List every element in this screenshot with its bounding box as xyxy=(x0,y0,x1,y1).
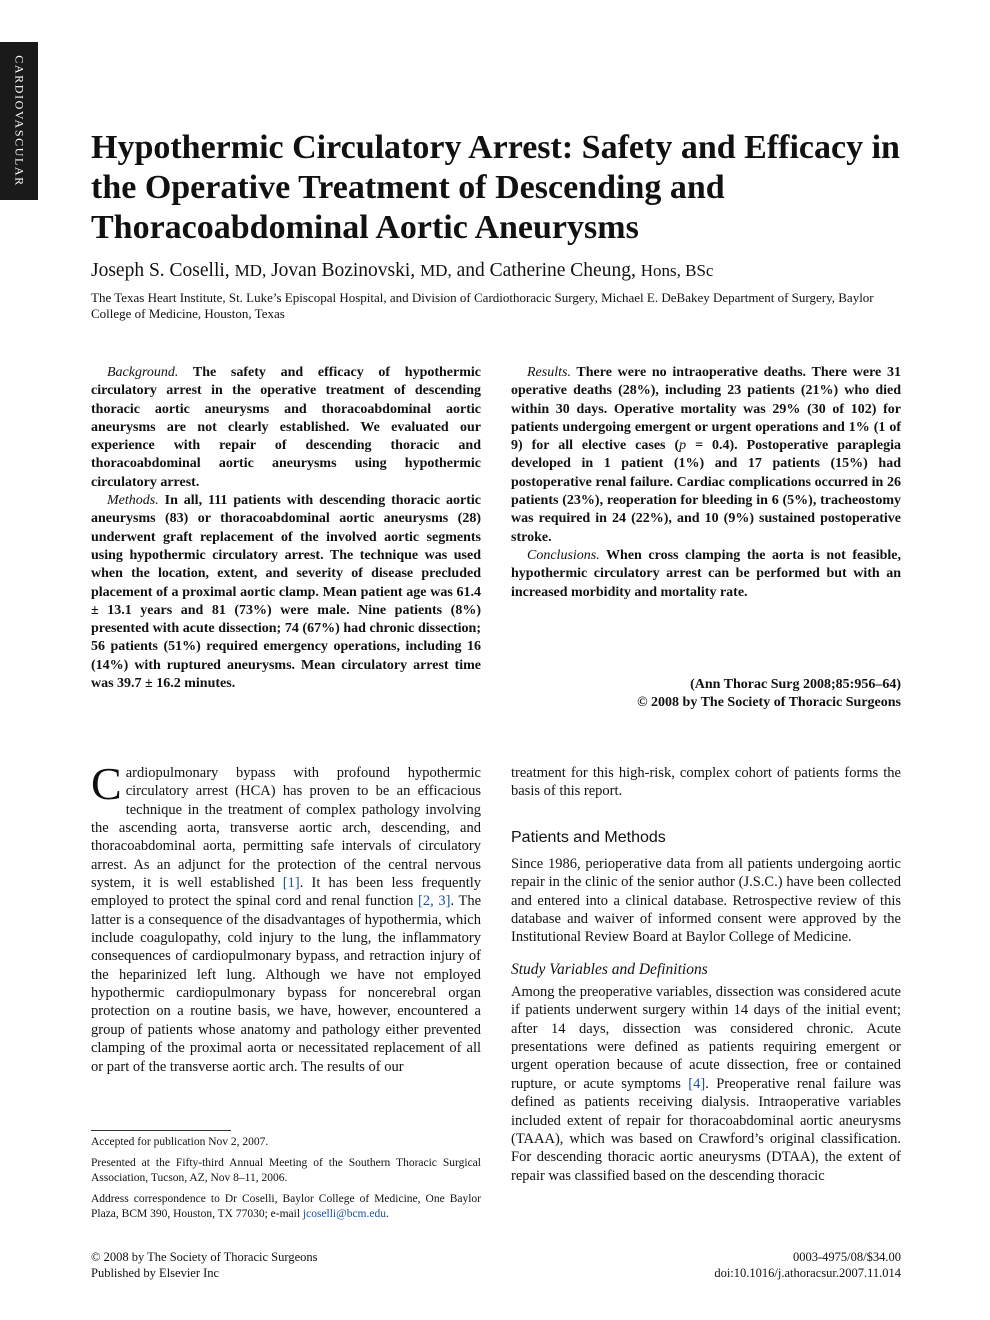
intro-text-3: . The latter is a consequence of the disadvantages of hypothermia, which include coagulopathy, cold injury to the lung, the inflammatory consequences of cardiopulmonary bypass, and retraction injury of the heparinized left lung. Although we have not employed hypothermic cardiopulmonary bypass for noncerebral organ protection on a routine basis, we have, however, encountered a group of patients whose anatomy and pathology either prevented clamping of the proximal aorta or necessitated replacement of all or part of the transverse aortic arch. The results of our xyxy=(91,893,481,1075)
methods-paragraph: Since 1986, perioperative data from all patients undergoing aortic repair in the clinic of the senior author (J.S.C.) have been collected and entered into a clinical database. Retrospective review of this database and waiver of informed consent were approved by the Institutional Review Board at Baylor College of Medicine. xyxy=(511,856,901,946)
intro-continuation: treatment for this high-risk, complex cohort of patients forms the basis of this report. xyxy=(511,765,901,800)
results-label: Results. xyxy=(527,365,571,380)
footnote-divider xyxy=(91,1130,231,1131)
abstract-left-column xyxy=(91,364,481,693)
author-3-credentials: Hons, BSc xyxy=(640,261,714,280)
footer-doi: doi:10.1016/j.athoracsur.2007.11.014 xyxy=(714,1266,901,1280)
author-2-credentials: MD, xyxy=(420,261,452,280)
affiliation: The Texas Heart Institute, St. Luke’s Episcopal Hospital, and Division of Cardiothoracic Surgery, Michael E. DeBakey Department of Surgery, Baylor College of Medicine, Houston, Texas xyxy=(91,290,874,321)
section-heading: Patients and Methods xyxy=(511,828,666,846)
variables-text: Among the preoperative variables, dissection was considered acute if patients underwent surgery within 14 days of the initial event; after 14 days, dissection was considered chronic. Acute presentations were defined as patients requiring emergent or urgent operation because of acute dissection, free or contained rupture, or acute symptoms xyxy=(511,984,901,1092)
reference-link-1[interactable]: [1] xyxy=(282,875,300,892)
variables-paragraph xyxy=(511,983,901,1185)
footnote-accepted: Accepted for publication Nov 2, 2007. xyxy=(91,1136,269,1148)
section-tab-label: CARDIOVASCULAR xyxy=(12,55,27,187)
body-left-column xyxy=(91,758,481,1076)
journal-citation: (Ann Thorac Surg 2008;85:956–64) xyxy=(690,677,901,692)
footer-publisher: Published by Elsevier Inc xyxy=(91,1266,220,1280)
footnote-presented: Presented at the Fifty-third Annual Meeting of the Southern Thoracic Surgical Association, Tucson, AZ, Nov 8–11, 2006. xyxy=(91,1156,481,1184)
footnotes xyxy=(91,1135,481,1228)
address-text: Address correspondence to Dr Coselli, Baylor College of Medicine, One Baylor Plaza, BCM 390, Houston, TX 77030; e-mail xyxy=(91,1192,481,1220)
intro-paragraph xyxy=(91,758,481,1076)
drop-cap: C xyxy=(91,758,122,809)
article-title: Hypothermic Circulatory Arrest: Safety and Efficacy in the Operative Treatment of Descending and Thoracoabdominal Aortic Aneurysms xyxy=(91,129,900,246)
footer-issn: 0003-4975/08/$34.00 xyxy=(793,1250,901,1264)
email-link[interactable]: jcoselli@bcm.edu xyxy=(302,1208,386,1220)
footer-right xyxy=(511,1249,901,1281)
methods-label: Methods. xyxy=(107,493,159,509)
background-label: Background. xyxy=(107,365,179,380)
reference-link-2-3[interactable]: [2, 3] xyxy=(417,893,451,910)
methods-text: In all, 111 patients with descending thoracic aortic aneurysms (83) or thoracoabdominal aortic aneurysms (28) underwent graft replacement of the involved aortic segments using hypothermic circulatory arrest. The technique was used when the location, extent, and severity of disease precluded placement of a proximal aortic clamp. Mean patient age was 61.4 ± 13.1 years and 81 (73%) were male. Nine patients (8%) presented with acute dissection; 74 (67%) had chronic dissection; 56 patients (51%) required emergency operations, including 16 (14%) with ruptured aneurysms. Mean circulatory arrest time was 39.7 ± 16.2 minutes. xyxy=(91,493,481,692)
results-p-value-symbol: p xyxy=(679,438,687,454)
author-1-credentials: MD, xyxy=(234,261,267,280)
conclusions-label: Conclusions. xyxy=(527,547,600,563)
abstract-conclusions xyxy=(511,547,901,602)
author-list xyxy=(91,258,911,284)
subsection-heading: Study Variables and Definitions xyxy=(511,960,708,978)
citation-block xyxy=(511,676,901,713)
conclusions-text: When cross clamping the aorta is not feasible, hypothermic circulatory arrest can be performed but with an increased morbidity and mortality rate. xyxy=(511,547,901,600)
results-text-cont: = 0.4). Postoperative paraplegia developed in 1 patient (1%) and 17 patients (15%) had postoperative renal failure. Cardiac complications occurred in 26 patients (23%), reoperation for bleeding in 6 (5%), tracheostomy was required in 24 (22%), and 10 (9%) sustained postoperative stroke. xyxy=(511,438,901,545)
footer-left xyxy=(91,1249,481,1281)
footer-copyright: © 2008 by The Society of Thoracic Surgeons xyxy=(91,1250,318,1264)
author-2: Jovan Bozinovski, xyxy=(271,260,416,281)
intro-text: ardiopulmonary bypass with profound hypothermic circulatory arrest (HCA) has proven to be an efficacious technique in the treatment of complex pathology involving the ascending aorta, transverse aortic arch, descending, and thoracoabdominal aorta, permitting safe intervals of circulatory arrest. As an adjunct for the protection of the central nervous system, it is well established xyxy=(91,765,481,892)
abstract-results xyxy=(511,364,901,547)
background-text: The safety and efficacy of hypothermic circulatory arrest in the operative treatment of descending thoracic aortic aneurysms and thoracoabdominal aortic aneurysms are not clearly established. We evaluated our experience with repair of descending thoracic and thoracoabdominal aortic aneurysms using hypothermic circulatory arrest. xyxy=(91,365,481,490)
reference-link-4[interactable]: [4] xyxy=(688,1075,706,1092)
citation-copyright: © 2008 by The Society of Thoracic Surgeons xyxy=(637,695,901,711)
variables-text-2: . Preoperative renal failure was defined as patients receiving dialysis. Intraoperative variables included extent of repair for thoracoabdominal aortic aneurysms (TAAA), which was based on Crawford’s original classification. For descending thoracic aortic aneurysms (DTAA), the extent of repair was classified based on the descending thoracic xyxy=(511,1075,901,1184)
address-end: . xyxy=(385,1208,389,1220)
intro-text-2: . It has been less frequently employed to protect the spinal cord and renal function xyxy=(91,875,481,910)
section-tab xyxy=(0,42,38,200)
abstract-background xyxy=(91,364,481,492)
abstract-methods xyxy=(91,492,481,693)
footnote-address xyxy=(91,1192,481,1223)
body-right-column xyxy=(511,764,901,1185)
author-1: Joseph S. Coselli, xyxy=(91,260,230,281)
abstract-right-column xyxy=(511,364,901,602)
author-3: and Catherine Cheung, xyxy=(456,260,636,281)
results-text: There were no intraoperative deaths. There were 31 operative deaths (28%), including 23 patients (21%) who died within 30 days. Operative mortality was 29% (30 of 102) for patients undergoing emergent or urgent operations and 1% (1 of 9) for all elective cases ( xyxy=(511,365,901,454)
